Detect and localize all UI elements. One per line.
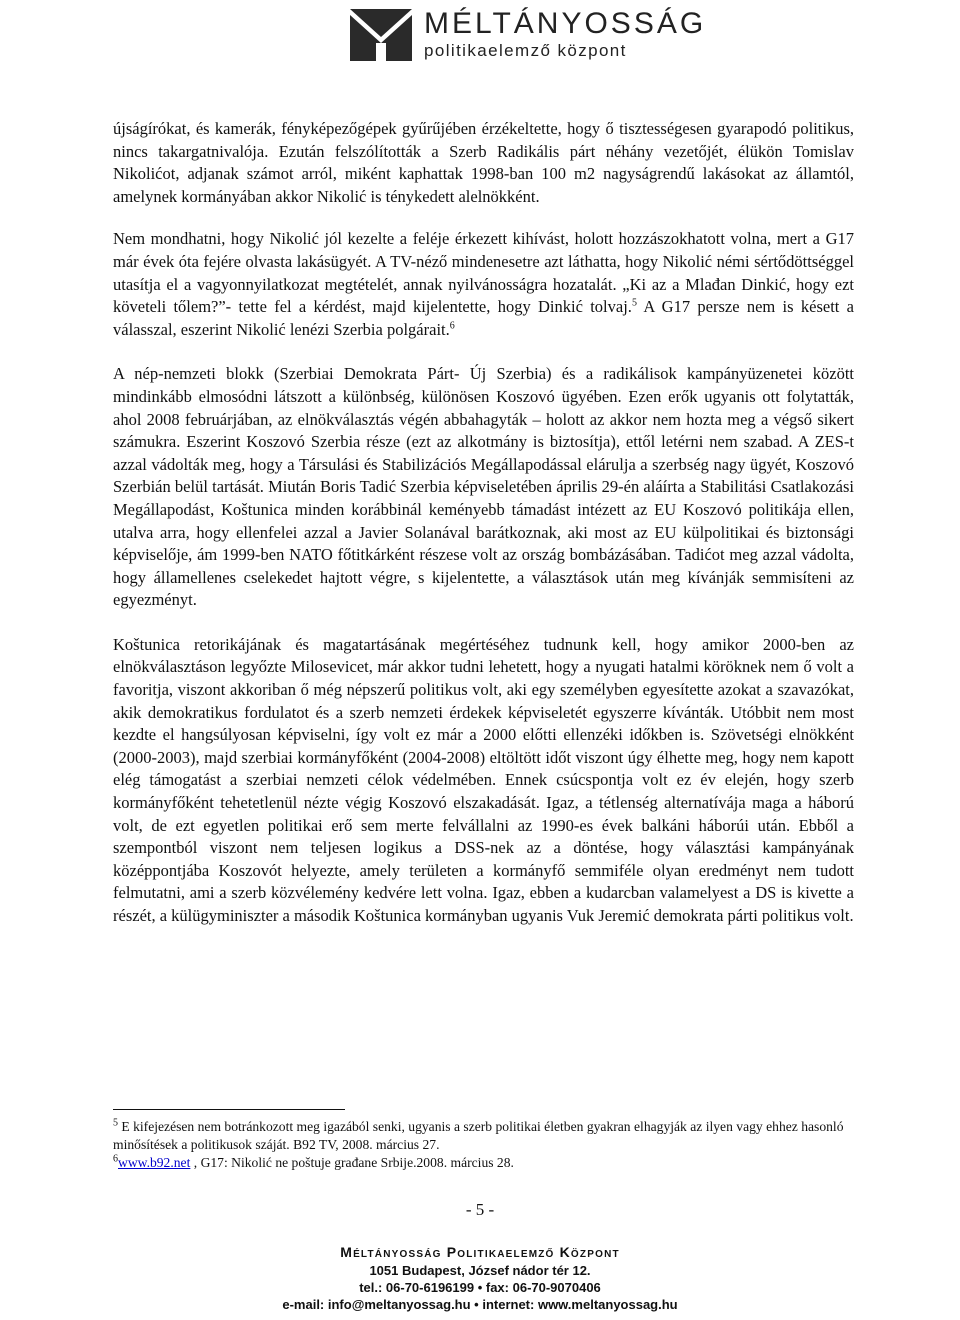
footnote-6-text: , G17: Nikolić ne poštuje građane Srbije.2008. március 28. <box>190 1155 514 1170</box>
paragraph-1: újságírókat, és kamerák, fényképezőgépek gyűrűjében érzékeltette, hogy ő tisztességesen gyarapodó politikus, nincs takargatnivalója. Ezután felszólították a Szerb Radikális párt néhány vezetőjét, élükön Tomislav Nikolićot, adjanak számot arról, miként kaphattak 1998-ban 100 m2 nagyságrendű lakásokat az államtól, amelynek kormányában akkor Nikolić is ténykedett alelnökként. <box>113 119 854 206</box>
logo-emblem-icon <box>350 7 412 63</box>
footer-organization: Méltányosság Politikaelemző Központ <box>340 1244 620 1260</box>
footnote-divider <box>113 1109 345 1110</box>
footnote-5-number: 5 <box>113 1117 118 1129</box>
footnote-6 <box>113 1154 854 1172</box>
header-logo <box>350 6 706 64</box>
footer-phone-fax: tel.: 06-70-6196199 • fax: 06-70-9070406 <box>359 1280 601 1295</box>
footnote-ref-6[interactable]: 6 <box>449 320 455 332</box>
paragraph-2-text: Nem mondhatni, hogy Nikolić jól kezelte a feléje érkezett kihívást, holott hozzászokhatott volna, mert a G17 már évek óta fejére olvasta lakásügyét. A TV-néző mindenesetre azt láthatta, hogy Nikolić némi sértődöttséggel utasítja el a vagyonnyilatkozat megtételét, annak nyilvánosságra hozatalát. „Ki az a Mlađan Dinkić, hogy ezt követeli tőlem?”- tette fel a kérdést, majd kijelentette, hogy Dinkić tolvaj. <box>113 229 854 317</box>
paragraph-2-text-cont: A G17 persze nem is késett a válasszal, eszerint Nikolić lenézi Szerbia polgárait. <box>113 297 855 339</box>
logo-name: MÉLTÁNYOSSÁG <box>424 7 707 40</box>
paragraph-2 <box>113 228 854 341</box>
footer-email-web: e-mail: info@meltanyossag.hu • internet: www.meltanyossag.hu <box>282 1297 678 1312</box>
logo-text <box>424 8 706 62</box>
footnotes <box>113 1118 854 1172</box>
footer-address: 1051 Budapest, József nádor tér 12. <box>369 1263 591 1278</box>
page-footer <box>0 1242 960 1313</box>
footnote-6-link[interactable]: www.b92.net <box>118 1155 191 1170</box>
footnote-5-text: E kifejezésen nem botránkozott meg igazából senki, ugyanis a szerb politikai életben gyakran elhagyják az ilyen vagy ehhez hasonló minősítések a politikusok száját. B92 TV, 2008. március 27. <box>113 1119 844 1152</box>
document-body <box>113 118 854 950</box>
paragraph-3: A nép-nemzeti blokk (Szerbiai Demokrata Párt- Új Szerbia) és a radikálisok kampányüzenetei között mindinkább elmosódni látszott a különbség, különösen Koszovó ügyében. Ezen erők ugyanis ott folytatták, ahol 2008 februárjában, az elnökválasztás végén abbahagyták – holott az akkor nem hozta meg a végső sikert számukra. Eszerint Koszovó Szerbia része (ezt az alkotmány is biztosítja), ettől letérni nem szabad. A ZES-t azzal vádolták meg, hogy a Társulási és Stabilizációs Megállapodással elárulja a szerbség nagy ügyét, Koszovó Szerbián belül tartását. Miután Boris Tadić Szerbia képviseletében április 29-én aláírta a Stabilitási Csatlakozási Megállapodást, Koštunica minden korábbinál keményebb támadást intézett az EU Koszovó politikája ellen, utalva arra, hogy ellenfelei azzal a Javier Solanával barátkoznak, aki most az EU külpolitikai és biztonsági képviselője, ám 1999-ben NATO főtitkárként részese volt az ország bombázásában. Tadićot meg azzal vádolta, hogy államellenes cselekedet hajtott végre, s kijelentette, a választások után meg kívánják semmisíteni az egyezményt. <box>113 364 854 610</box>
logo-subtitle: politikaelemző központ <box>424 41 627 60</box>
footnote-ref-5[interactable]: 5 <box>631 297 637 309</box>
footnote-6-number: 6 <box>113 1153 118 1165</box>
page-number: - 5 - <box>465 1200 495 1219</box>
paragraph-4: Koštunica retorikájának és magatartásának megértéséhez tudnunk kell, hogy amikor 2000-ben az elnökválasztáson legyőzte Milosevicet, már akkor tudni lehetett, hogy a nyugati hatalmi köröknek nem ő volt a favoritja, viszont akkoriban ő még népszerű politikus volt, aki egy személyben egyesítette azokat a szavazókat, akik demokratikus fordulatot és a szerb nemzeti érdekek képviseletét egyszerre kívánták. Utóbbit nem most kezdte el hangsúlyosan képviselni, így volt ez már a 2000 előtti ellenzéki időkben is. Szövetségi elnökként (2000-2003), majd szerbiai kormányfőként (2004-2008) eltöltött időt viszont úgy élhette meg, hogy nem kapott elég támogatást a szerbiai nemzeti célok védelmében. Ennek csúcspontja volt ez év elején, hogy szerb kormányfőként tehetetlenül nézte végig Koszovó elszakadását. Igaz, a tétlenség alternatívája maga a háború volt, de ezt egyetlen politikai erő sem merte felvállalni az 1990-es évek balkáni háborúi után. Ebből a szempontból viszont nem teljesen logikus a DSS-nek az a döntése, hogy választási kampányának középpontjába Koszovót helyezte, amely területen a kormányfő semmiféle olyan eredményt nem tudott felmutatni, ami a szerb közvélemény kedvére lett volna. Igaz, ebben a kudarcban valamelyest a DS is kivette a részét, a külügyminiszter a második Koštunica kormányban ugyanis Vuk Jeremić demokrata párti politikus volt. <box>113 634 854 925</box>
footnote-5 <box>113 1118 854 1154</box>
